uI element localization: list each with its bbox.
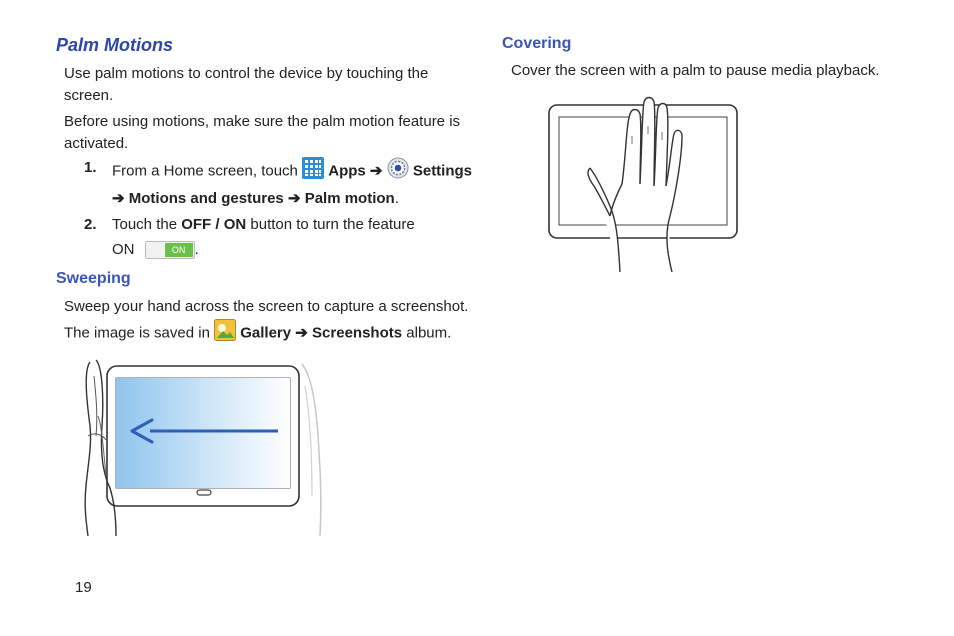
- arrow: ➔: [295, 324, 308, 342]
- toggle-on-switch: [145, 241, 195, 259]
- intro-line-1: Use palm motions to control the device by touching the: [64, 65, 429, 82]
- step-2-number: 2.: [84, 216, 97, 233]
- album-label: album.: [406, 324, 452, 342]
- gallery-label: Gallery: [240, 324, 292, 342]
- left-column: [56, 34, 476, 348]
- arrow: ➔: [369, 162, 383, 180]
- step-2-text-a: Touch the: [112, 216, 178, 233]
- on-label: ON: [112, 241, 135, 258]
- step-2: [64, 214, 476, 261]
- gallery-icon: [214, 319, 236, 348]
- step-1-text: From a Home screen, touch: [112, 162, 298, 180]
- palm-motions-heading: Palm Motions: [56, 35, 174, 55]
- right-column: [502, 34, 922, 82]
- sweeping-heading: Sweeping: [56, 270, 131, 287]
- covering-text: Cover the screen with a palm to pause media playback.: [511, 62, 880, 79]
- off-on-label: OFF / ON: [181, 216, 247, 233]
- page-number: 19: [75, 579, 92, 596]
- apps-label: Apps: [328, 162, 366, 180]
- step-1: [64, 157, 476, 210]
- sweeping-line-1: Sweep your hand across the screen to capture a screenshot.: [64, 298, 469, 315]
- covering-illustration: [546, 96, 742, 276]
- period: .: [194, 241, 199, 258]
- step-1-number: 1.: [84, 159, 97, 176]
- motions-gestures-label: Motions and gestures: [128, 190, 284, 207]
- sweeping-illustration: [80, 356, 335, 538]
- arrow: ➔: [112, 190, 125, 207]
- period: .: [394, 190, 399, 207]
- sweeping-line-2: The image is saved in: [64, 324, 210, 342]
- settings-gear-icon: [387, 157, 409, 186]
- step-2-text-b: button to turn the feature: [250, 216, 415, 233]
- palm-motion-label: Palm motion: [304, 190, 395, 207]
- intro-line-3: Before using motions, make sure the palm motion feature is: [64, 113, 461, 130]
- covering-heading: Covering: [502, 35, 572, 52]
- settings-label: Settings: [412, 162, 473, 180]
- intro-line-4: activated.: [64, 135, 129, 152]
- screenshots-label: Screenshots: [312, 324, 403, 342]
- arrow: ➔: [287, 190, 301, 207]
- toggle-knob: ON: [165, 243, 193, 257]
- intro-line-2: screen.: [64, 87, 114, 104]
- apps-grid-icon: [302, 157, 324, 186]
